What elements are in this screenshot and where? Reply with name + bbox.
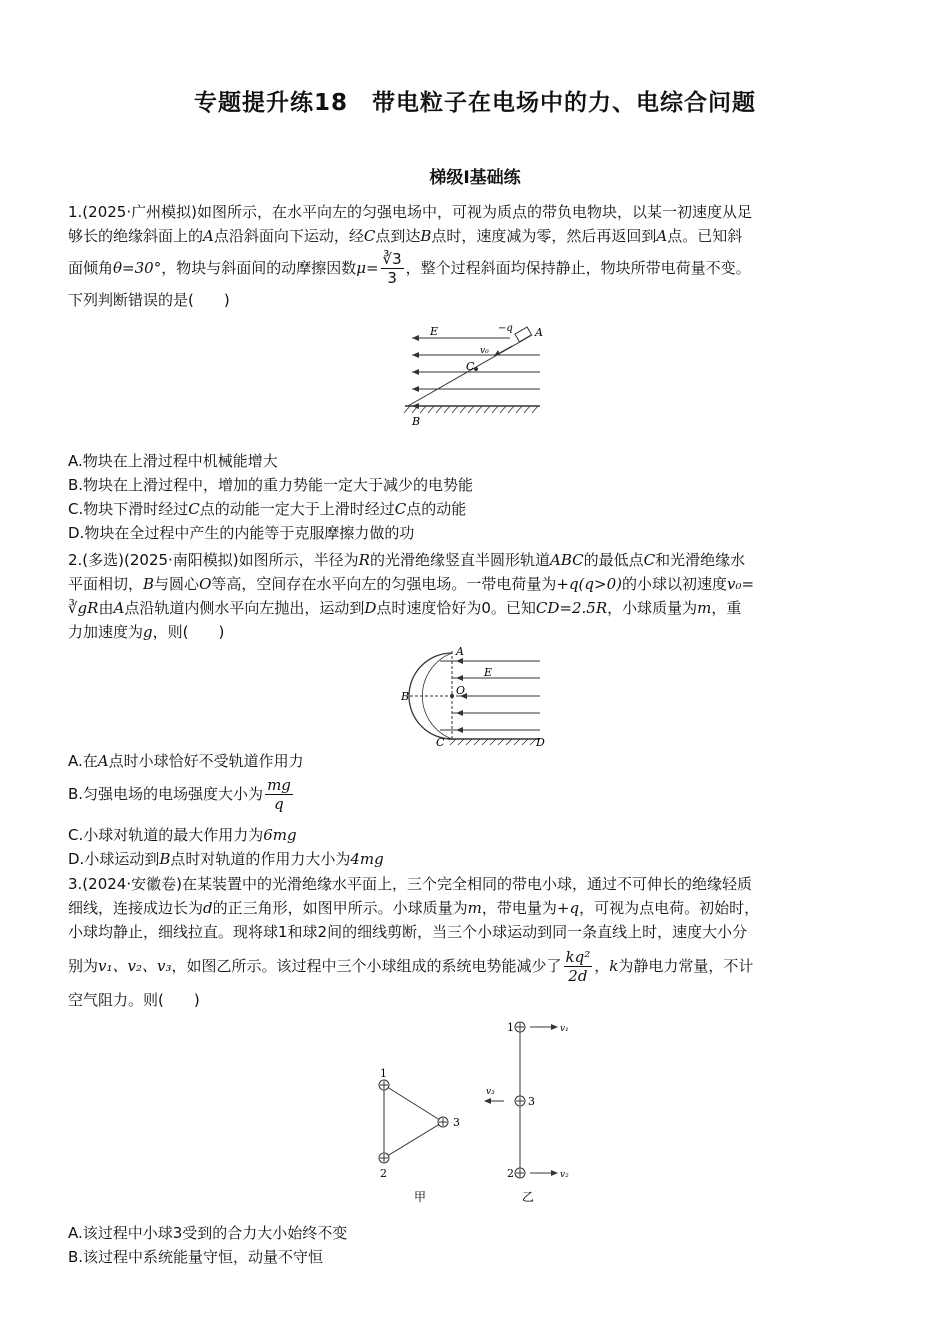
q1-fig-A: A bbox=[535, 326, 543, 339]
question-3 bbox=[68, 872, 883, 1012]
question-1 bbox=[68, 200, 883, 312]
q2-option-b: B.匀强电场的电场强度大小为 $\frac{mg}{q}$ bbox=[68, 776, 291, 813]
q3-fig-3-left: 3 bbox=[453, 1116, 460, 1129]
q3-fig-v1: v₁ bbox=[560, 1024, 569, 1034]
q1-line-3: 面倾角θ=30°，物块与斜面间的动摩擦因数μ= $\frac{∛3}{3}$ ，整个过程斜面均保持静止，物块所带电荷量不变。 bbox=[68, 250, 751, 287]
q1-figure-incline bbox=[400, 320, 550, 430]
q2-fig-B: B bbox=[401, 690, 410, 703]
q2-line-2: 平面相切，B与圆心O等高，空间存在水平向左的匀强电场。一带电荷量为+q(q>0)的小球以初速度v₀= bbox=[68, 575, 755, 593]
q3-fig-label-yi: 乙 bbox=[522, 1190, 535, 1204]
q2-line-1: 2.(多选)(2025·南阳模拟)如图所示，半径为R的光滑绝缘竖直半圆形轨道ABC的最低点C和光滑绝缘水 bbox=[68, 551, 746, 569]
q3-fig-label-jia: 甲 bbox=[414, 1190, 427, 1204]
q1-line-1: 1.(2025·广州模拟)如图所示，在水平向左的匀强电场中，可视为质点的带负电物块，以某一初速度从足 bbox=[68, 203, 752, 221]
q1-line-2: 够长的绝缘斜面上的A点沿斜面向下运动，经C点到达B点时，速度减为零，然后再返回到A点。已知斜 bbox=[68, 227, 743, 245]
q2-line-3: ∛gR由A点沿轨道内侧水平向左抛出，运动到D点时速度恰好为0。已知CD=2.5R，小球质量为m，重 bbox=[68, 599, 742, 617]
q3-fig-1-left: 1 bbox=[380, 1067, 387, 1080]
q2-fig-C: C bbox=[436, 736, 445, 749]
q1-option-a: A.物块在上滑过程中机械能增大 bbox=[68, 452, 278, 470]
q3-line-2: 细线，连接成边长为d的正三角形，如图甲所示。小球质量为m，带电量为+q，可视为点电荷。初始时， bbox=[68, 899, 760, 917]
q3-line-1: 3.(2024·安徽卷)在某装置中的光滑绝缘水平面上，三个完全相同的带电小球，通过不可伸长的绝缘轻质 bbox=[68, 875, 752, 893]
field-strength-fraction: $\frac{mg}{q}$ bbox=[267, 776, 291, 813]
q3-fig-1-right: 1 bbox=[507, 1021, 514, 1034]
q1-line-4: 下列判断错误的是( ) bbox=[68, 291, 230, 309]
q3-option-b: B.该过程中系统能量守恒，动量不守恒 bbox=[68, 1248, 324, 1266]
q1-fig-v0: v₀ bbox=[480, 346, 489, 356]
q1-fig-E: E bbox=[430, 325, 439, 338]
q2-line-4: 力加速度为g，则( ) bbox=[68, 623, 225, 641]
question-2 bbox=[68, 548, 883, 644]
q3-fig-v2: v₂ bbox=[560, 1170, 569, 1180]
q1-fig-C: C bbox=[466, 360, 475, 373]
q3-fig-v3: v₃ bbox=[486, 1087, 495, 1097]
q3-fig-2-right: 2 bbox=[507, 1167, 514, 1180]
q1-fig-q: −q bbox=[498, 323, 513, 334]
q3-figure-charges bbox=[360, 1015, 590, 1215]
q3-option-a: A.该过程中小球3受到的合力大小始终不变 bbox=[68, 1224, 348, 1242]
q2-fig-A: A bbox=[456, 645, 464, 658]
q2-option-d: D.小球运动到B点时对轨道的作用力大小为4mg bbox=[68, 850, 384, 868]
page-title: 专题提升练18 带电粒子在电场中的力、电综合问题 bbox=[193, 90, 756, 116]
q2-figure-semicircle bbox=[400, 645, 550, 750]
energy-fraction: $\frac{\text{kq²}}{2d}$ bbox=[565, 948, 591, 985]
q1-fig-B: B bbox=[412, 415, 421, 428]
q3-line-5: 空气阻力。则( ) bbox=[68, 991, 200, 1009]
q2-fig-D: D bbox=[536, 736, 545, 749]
q3-fig-3-right: 3 bbox=[528, 1095, 535, 1108]
q3-line-4: 别为v₁、v₂、v₃，如图乙所示。该过程中三个小球组成的系统电势能减少了 $\frac{\text{kq²}}{2d}$ ，k为静电力常量，不计 bbox=[68, 948, 754, 985]
q2-fig-O: O bbox=[456, 684, 466, 697]
section-heading: 梯级Ⅰ基础练 bbox=[429, 168, 521, 188]
q2-option-c: C.小球对轨道的最大作用力为6mg bbox=[68, 826, 297, 844]
mu-fraction: $\frac{∛3}{3}$ bbox=[382, 250, 402, 287]
q3-fig-2-left: 2 bbox=[380, 1167, 387, 1180]
q1-option-c: C.物块下滑时经过C点的动能一定大于上滑时经过C点的动能 bbox=[68, 500, 467, 518]
q2-option-a: A.在A点时小球恰好不受轨道作用力 bbox=[68, 752, 304, 770]
q2-fig-E: E bbox=[484, 666, 493, 679]
q1-option-d: D.物块在全过程中产生的内能等于克服摩擦力做的功 bbox=[68, 524, 415, 542]
q1-option-b: B.物块在上滑过程中，增加的重力势能一定大于减少的电势能 bbox=[68, 476, 474, 494]
q3-line-3: 小球均静止，细线拉直。现将球1和球2间的细线剪断，当三个小球运动到同一条直线上时，速度大小分 bbox=[68, 923, 748, 941]
